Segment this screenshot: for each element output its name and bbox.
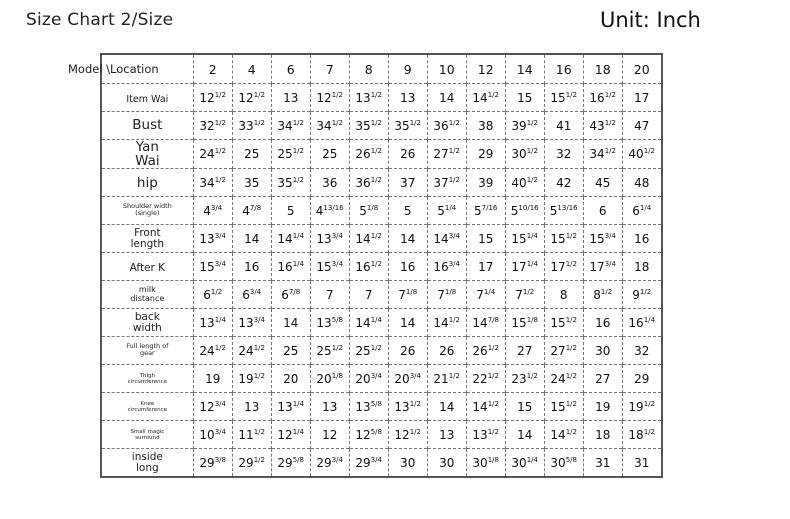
value-cell: $8^{1/2}$ bbox=[583, 281, 622, 309]
table-row bbox=[101, 225, 662, 253]
value-cell: $23^{1/2}$ bbox=[505, 365, 544, 393]
value-cell: $13^{1/4}$ bbox=[271, 393, 310, 421]
value-cell: $5^{10/16}$ bbox=[505, 197, 544, 225]
value-cell: 32 bbox=[544, 140, 583, 169]
value-cell: 18 bbox=[622, 253, 662, 281]
value-cell: $18^{1/2}$ bbox=[622, 421, 662, 449]
value-cell: 30 bbox=[427, 449, 466, 478]
value-cell: $10^{3/4}$ bbox=[193, 421, 232, 449]
value-cell: 15 bbox=[466, 225, 505, 253]
unit-label: Unit: Inch bbox=[600, 8, 701, 32]
value-cell: $20^{3/4}$ bbox=[388, 365, 427, 393]
value-cell: $7^{1/2}$ bbox=[505, 281, 544, 309]
value-cell: $14^{1/4}$ bbox=[271, 225, 310, 253]
row-label: Full length of gear bbox=[101, 337, 193, 365]
value-cell: $14^{1/2}$ bbox=[466, 84, 505, 112]
value-cell: $13^{1/2}$ bbox=[466, 421, 505, 449]
value-cell: 14 bbox=[505, 421, 544, 449]
size-header-cell: 18 bbox=[583, 54, 622, 84]
row-label: Front length bbox=[101, 225, 193, 253]
value-cell: $15^{3/4}$ bbox=[193, 253, 232, 281]
size-header-cell: 20 bbox=[622, 54, 662, 84]
value-cell: $4^{7/8}$ bbox=[232, 197, 271, 225]
value-cell: $32^{1/2}$ bbox=[193, 112, 232, 140]
value-cell: 14 bbox=[388, 225, 427, 253]
value-cell: 16 bbox=[622, 225, 662, 253]
value-cell: $12^{3/4}$ bbox=[193, 393, 232, 421]
value-cell: $27^{1/2}$ bbox=[427, 140, 466, 169]
table-row bbox=[101, 449, 662, 478]
value-cell: 37 bbox=[388, 169, 427, 197]
value-cell: $39^{1/2}$ bbox=[505, 112, 544, 140]
size-header-cell: 2 bbox=[193, 54, 232, 84]
size-header-cell: 10 bbox=[427, 54, 466, 84]
size-header-cell: 6 bbox=[271, 54, 310, 84]
value-cell: 36 bbox=[310, 169, 349, 197]
value-cell: 14 bbox=[388, 309, 427, 337]
value-cell: 19 bbox=[193, 365, 232, 393]
row-label: After K bbox=[101, 253, 193, 281]
value-cell: $24^{1/2}$ bbox=[193, 337, 232, 365]
value-cell: $16^{1/2}$ bbox=[349, 253, 388, 281]
value-cell: $15^{1/2}$ bbox=[544, 84, 583, 112]
value-cell: $12^{1/2}$ bbox=[388, 421, 427, 449]
size-header-cell: 14 bbox=[505, 54, 544, 84]
value-cell: 7 bbox=[310, 281, 349, 309]
value-cell: $36^{1/2}$ bbox=[349, 169, 388, 197]
value-cell: $7^{1/8}$ bbox=[388, 281, 427, 309]
value-cell: 42 bbox=[544, 169, 583, 197]
value-cell: $4^{3/4}$ bbox=[193, 197, 232, 225]
value-cell: $13^{3/4}$ bbox=[232, 309, 271, 337]
value-cell: 13 bbox=[271, 84, 310, 112]
table-row bbox=[101, 337, 662, 365]
value-cell: 8 bbox=[544, 281, 583, 309]
value-cell: 26 bbox=[427, 337, 466, 365]
value-cell: $17^{1/2}$ bbox=[544, 253, 583, 281]
value-cell: $15^{1/2}$ bbox=[544, 393, 583, 421]
value-cell: $6^{7/8}$ bbox=[271, 281, 310, 309]
value-cell: 26 bbox=[388, 140, 427, 169]
value-cell: 45 bbox=[583, 169, 622, 197]
value-cell: $37^{1/2}$ bbox=[427, 169, 466, 197]
row-label: Item Wai bbox=[101, 84, 193, 112]
size-header-cell: 7 bbox=[310, 54, 349, 84]
value-cell: $29^{3/4}$ bbox=[310, 449, 349, 478]
value-cell: 13 bbox=[388, 84, 427, 112]
value-cell: 13 bbox=[310, 393, 349, 421]
value-cell: $24^{1/2}$ bbox=[232, 337, 271, 365]
value-cell: $15^{3/4}$ bbox=[583, 225, 622, 253]
value-cell: 32 bbox=[622, 337, 662, 365]
value-cell: $21^{1/2}$ bbox=[427, 365, 466, 393]
value-cell: $24^{1/2}$ bbox=[544, 365, 583, 393]
value-cell: 14 bbox=[271, 309, 310, 337]
size-header-cell: 9 bbox=[388, 54, 427, 84]
value-cell: 14 bbox=[427, 393, 466, 421]
value-cell: $34^{1/2}$ bbox=[583, 140, 622, 169]
value-cell: $30^{5/8}$ bbox=[544, 449, 583, 478]
value-cell: 26 bbox=[388, 337, 427, 365]
value-cell: $12^{1/4}$ bbox=[271, 421, 310, 449]
value-cell: $12^{1/2}$ bbox=[310, 84, 349, 112]
value-cell: 47 bbox=[622, 112, 662, 140]
value-cell: 27 bbox=[583, 365, 622, 393]
value-cell: $34^{1/2}$ bbox=[271, 112, 310, 140]
size-header-cell: 16 bbox=[544, 54, 583, 84]
value-cell: $5^{1/8}$ bbox=[349, 197, 388, 225]
value-cell: 41 bbox=[544, 112, 583, 140]
value-cell: 39 bbox=[466, 169, 505, 197]
value-cell: 31 bbox=[622, 449, 662, 478]
value-cell: 7 bbox=[349, 281, 388, 309]
value-cell: 27 bbox=[505, 337, 544, 365]
row-label: hip bbox=[101, 169, 193, 197]
value-cell: $25^{1/2}$ bbox=[349, 337, 388, 365]
row-label: Yan Wai bbox=[101, 140, 193, 169]
value-cell: 30 bbox=[583, 337, 622, 365]
value-cell: $30^{1/4}$ bbox=[505, 449, 544, 478]
value-cell: $43^{1/2}$ bbox=[583, 112, 622, 140]
row-label: milk distance bbox=[101, 281, 193, 309]
value-cell: $16^{3/4}$ bbox=[427, 253, 466, 281]
value-cell: $5^{7/16}$ bbox=[466, 197, 505, 225]
value-cell: 16 bbox=[583, 309, 622, 337]
value-cell: $30^{1/8}$ bbox=[466, 449, 505, 478]
value-cell: $17^{1/4}$ bbox=[505, 253, 544, 281]
value-cell: $16^{1/4}$ bbox=[622, 309, 662, 337]
value-cell: $7^{1/4}$ bbox=[466, 281, 505, 309]
value-cell: $20^{3/4}$ bbox=[349, 365, 388, 393]
value-cell: $29^{3/4}$ bbox=[349, 449, 388, 478]
value-cell: $25^{1/2}$ bbox=[271, 140, 310, 169]
value-cell: $19^{1/2}$ bbox=[622, 393, 662, 421]
value-cell: $15^{1/2}$ bbox=[544, 309, 583, 337]
value-cell: $12^{1/2}$ bbox=[232, 84, 271, 112]
value-cell: $14^{3/4}$ bbox=[427, 225, 466, 253]
row-label: Knee circumference bbox=[101, 393, 193, 421]
value-cell: $15^{1/2}$ bbox=[544, 225, 583, 253]
row-label: Bust bbox=[101, 112, 193, 140]
value-cell: $29^{1/2}$ bbox=[232, 449, 271, 478]
value-cell: $12^{1/2}$ bbox=[193, 84, 232, 112]
value-cell: $16^{1/2}$ bbox=[583, 84, 622, 112]
value-cell: 5 bbox=[271, 197, 310, 225]
row-label: Small magic surround bbox=[101, 421, 193, 449]
value-cell: $14^{1/4}$ bbox=[349, 309, 388, 337]
size-chart-table bbox=[68, 53, 663, 478]
value-cell: $13^{3/4}$ bbox=[310, 225, 349, 253]
value-cell: $13^{3/4}$ bbox=[193, 225, 232, 253]
value-cell: 17 bbox=[466, 253, 505, 281]
value-cell: 12 bbox=[310, 421, 349, 449]
value-cell: $14^{1/2}$ bbox=[427, 309, 466, 337]
row-label: Thigh circumference bbox=[101, 365, 193, 393]
size-header-cell: 12 bbox=[466, 54, 505, 84]
value-cell: $5^{13/16}$ bbox=[544, 197, 583, 225]
table-row bbox=[101, 365, 662, 393]
value-cell: $15^{3/4}$ bbox=[310, 253, 349, 281]
value-cell: $7^{1/8}$ bbox=[427, 281, 466, 309]
value-cell: 31 bbox=[583, 449, 622, 478]
table-row bbox=[101, 421, 662, 449]
value-cell: 17 bbox=[622, 84, 662, 112]
value-cell: 13 bbox=[427, 421, 466, 449]
value-cell: $14^{1/2}$ bbox=[466, 393, 505, 421]
value-cell: $40^{1/2}$ bbox=[505, 169, 544, 197]
value-cell: $15^{1/8}$ bbox=[505, 309, 544, 337]
table-row bbox=[101, 84, 662, 112]
corner-label: Model \Location bbox=[68, 62, 159, 76]
row-label: back width bbox=[101, 309, 193, 337]
value-cell: $6^{1/4}$ bbox=[622, 197, 662, 225]
table-row bbox=[101, 169, 662, 197]
table-row bbox=[101, 197, 662, 225]
value-cell: $12^{5/8}$ bbox=[349, 421, 388, 449]
value-cell: 18 bbox=[583, 421, 622, 449]
value-cell: $13^{1/2}$ bbox=[388, 393, 427, 421]
value-cell: $13^{1/2}$ bbox=[349, 84, 388, 112]
value-cell: 30 bbox=[388, 449, 427, 478]
value-cell: $13^{5/8}$ bbox=[349, 393, 388, 421]
value-cell: $30^{1/2}$ bbox=[505, 140, 544, 169]
row-label: inside long bbox=[101, 449, 193, 478]
value-cell: $27^{1/2}$ bbox=[544, 337, 583, 365]
value-cell: $17^{3/4}$ bbox=[583, 253, 622, 281]
value-cell: 25 bbox=[232, 140, 271, 169]
table-row bbox=[101, 112, 662, 140]
value-cell: $34^{1/2}$ bbox=[193, 169, 232, 197]
value-cell: $6^{1/2}$ bbox=[193, 281, 232, 309]
value-cell: 25 bbox=[271, 337, 310, 365]
value-cell: 19 bbox=[583, 393, 622, 421]
value-cell: 6 bbox=[583, 197, 622, 225]
value-cell: 16 bbox=[232, 253, 271, 281]
value-cell: 48 bbox=[622, 169, 662, 197]
size-header-cell: 4 bbox=[232, 54, 271, 84]
value-cell: $15^{1/4}$ bbox=[505, 225, 544, 253]
value-cell: $20^{1/8}$ bbox=[310, 365, 349, 393]
value-cell: 25 bbox=[310, 140, 349, 169]
value-cell: $14^{7/8}$ bbox=[466, 309, 505, 337]
value-cell: $13^{5/8}$ bbox=[310, 309, 349, 337]
row-label: Shoulder width (single) bbox=[101, 197, 193, 225]
value-cell: 38 bbox=[466, 112, 505, 140]
value-cell: $40^{1/2}$ bbox=[622, 140, 662, 169]
value-cell: 14 bbox=[232, 225, 271, 253]
size-header-cell: 8 bbox=[349, 54, 388, 84]
value-cell: $24^{1/2}$ bbox=[193, 140, 232, 169]
value-cell: $29^{3/8}$ bbox=[193, 449, 232, 478]
value-cell: $9^{1/2}$ bbox=[622, 281, 662, 309]
value-cell: $13^{1/4}$ bbox=[193, 309, 232, 337]
table-row bbox=[101, 393, 662, 421]
table-row bbox=[101, 309, 662, 337]
value-cell: $26^{1/2}$ bbox=[466, 337, 505, 365]
value-cell: 15 bbox=[505, 393, 544, 421]
value-cell: 29 bbox=[622, 365, 662, 393]
value-cell: 5 bbox=[388, 197, 427, 225]
value-cell: $22^{1/2}$ bbox=[466, 365, 505, 393]
value-cell: $14^{1/2}$ bbox=[544, 421, 583, 449]
value-cell: $19^{1/2}$ bbox=[232, 365, 271, 393]
value-cell: 14 bbox=[427, 84, 466, 112]
value-cell: $26^{1/2}$ bbox=[349, 140, 388, 169]
value-cell: $11^{1/2}$ bbox=[232, 421, 271, 449]
value-cell: 13 bbox=[232, 393, 271, 421]
value-cell: 35 bbox=[232, 169, 271, 197]
table-row bbox=[101, 253, 662, 281]
value-cell: $35^{1/2}$ bbox=[388, 112, 427, 140]
value-cell: $25^{1/2}$ bbox=[310, 337, 349, 365]
table-row bbox=[101, 281, 662, 309]
value-cell: $33^{1/2}$ bbox=[232, 112, 271, 140]
value-cell: 29 bbox=[466, 140, 505, 169]
header-row bbox=[101, 54, 662, 84]
value-cell: $35^{1/2}$ bbox=[271, 169, 310, 197]
chart-title: Size Chart 2/Size bbox=[26, 10, 174, 30]
value-cell: $14^{1/2}$ bbox=[349, 225, 388, 253]
value-cell: $4^{13/16}$ bbox=[310, 197, 349, 225]
value-cell: 16 bbox=[388, 253, 427, 281]
value-cell: $16^{1/4}$ bbox=[271, 253, 310, 281]
value-cell: 20 bbox=[271, 365, 310, 393]
table-row bbox=[101, 140, 662, 169]
value-cell: $6^{3/4}$ bbox=[232, 281, 271, 309]
value-cell: $35^{1/2}$ bbox=[349, 112, 388, 140]
value-cell: 15 bbox=[505, 84, 544, 112]
value-cell: $5^{1/4}$ bbox=[427, 197, 466, 225]
value-cell: $36^{1/2}$ bbox=[427, 112, 466, 140]
value-cell: $34^{1/2}$ bbox=[310, 112, 349, 140]
value-cell: $29^{5/8}$ bbox=[271, 449, 310, 478]
